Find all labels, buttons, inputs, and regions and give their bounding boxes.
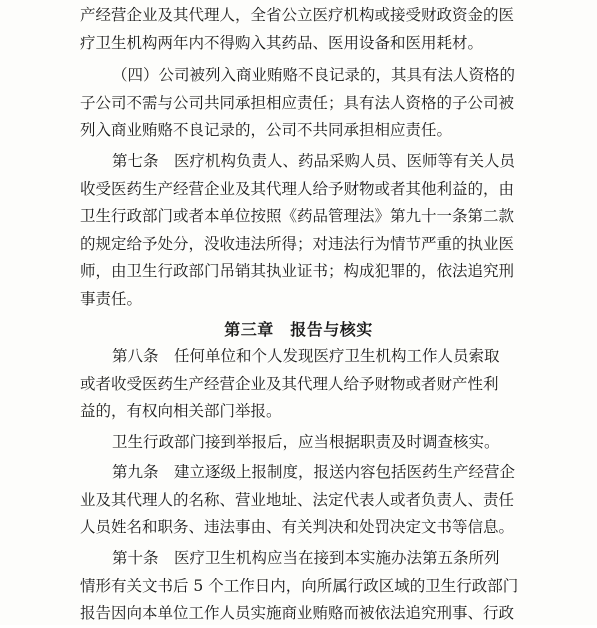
text-line: 疗卫生机构两年内不得购入其药品、医用设备和医用耗材。 [80,33,484,52]
paragraph-article-nine [0,459,597,542]
paragraph-continuation [0,2,597,57]
text-line: 第九条 建立逐级上报制度，报送内容包括医药生产经营企 [112,463,516,481]
text-line: 收受医药生产经营企业及其代理人给予财物或者其他利益的，由 [80,179,515,198]
text-line: 情形有关文书后 5 个工作日内，向所属行政区域的卫生行政部门 [80,576,519,595]
paragraph-item-four [0,62,597,145]
paragraph-report-verify [0,429,597,457]
text-line: 报告因向本单位工作人员实施商业贿赂而被依法追究刑事、行政 [80,604,515,623]
text-line: 业及其代理人的名称、营业地址、法定代表人或者负责人、责任 [80,490,515,509]
text-line: 的规定给予处分，没收违法所得；对违法行为情节严重的执业医 [80,234,515,253]
text-line: 人员姓名和职务、违法事由、有关判决和处罚决定文书等信息。 [80,518,515,537]
paragraph-article-seven [0,148,597,314]
text-line: 师，由卫生行政部门吊销其执业证书；构成犯罪的，依法追究刑 [80,262,515,281]
text-line: 列入商业贿赂不良记录的，公司不共同承担相应责任。 [80,121,453,140]
text-line: 卫生行政部门或者本单位按照《药品管理法》第九十一条第二款 [80,207,515,226]
text-line: 子公司不需与公司共同承担相应责任；具有法人资格的子公司被 [80,93,515,112]
text-line: （四）公司被列入商业贿赂不良记录的，其具有法人资格的 [112,66,516,84]
text-line: 卫生行政部门接到举报后，应当根据职责及时调查核实。 [112,433,500,451]
text-line: 第十条 医疗卫生机构应当在接到本实施办法第五条所列 [112,549,500,567]
text-line: 第七条 医疗机构负责人、药品采购人员、医师等有关人员 [112,152,516,170]
paragraph-article-ten [0,545,597,628]
text-line: 或者收受医药生产经营企业及其代理人给予财物或者财产性利 [80,374,499,393]
text-line: 事责任。 [80,289,143,308]
text-line: 产经营企业及其代理人，全省公立医疗机构或接受财政资金的医 [80,6,515,24]
paragraph-article-eight [0,343,597,426]
text-line: 益的，有权向相关部门举报。 [80,402,282,421]
text-line: 第八条 任何单位和个人发现医疗卫生机构工作人员索取 [112,347,500,365]
chapter-heading: 第三章 报告与核实 [224,320,373,339]
